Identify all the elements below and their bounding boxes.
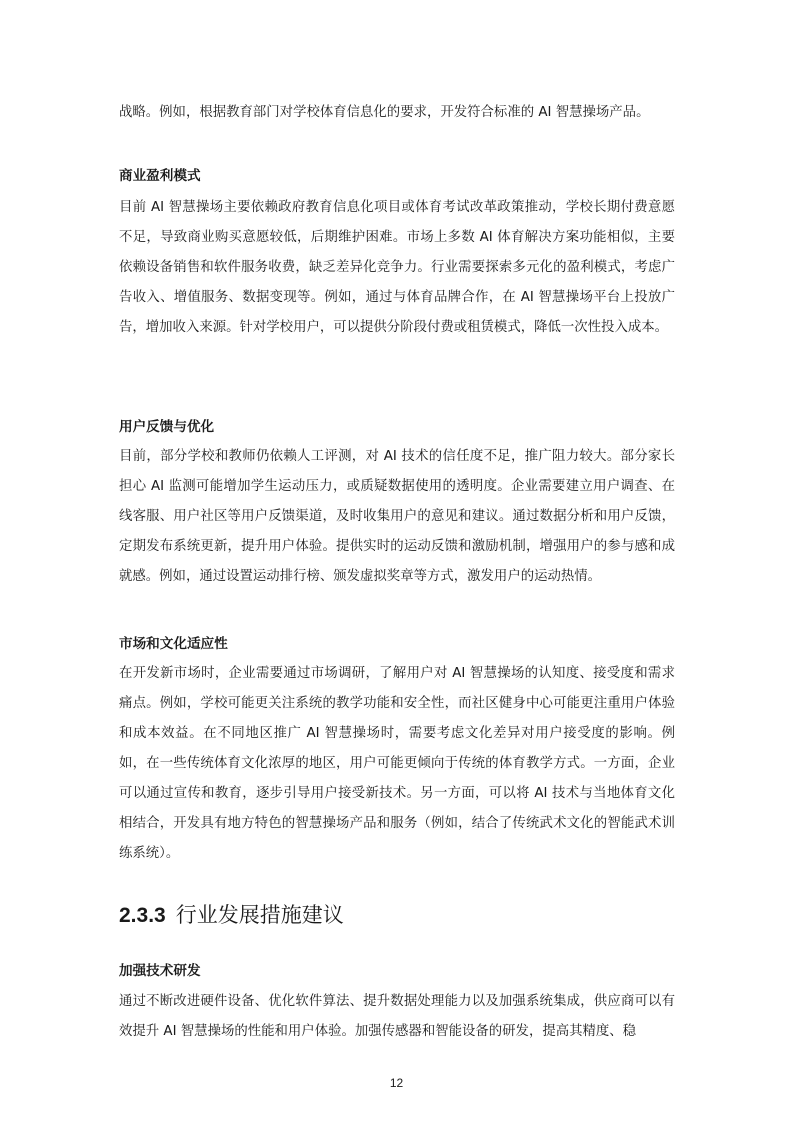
intro-paragraph: 战略。例如，根据教育部门对学校体育信息化的要求，开发符合标准的 AI 智慧操场产品。 [119,105,650,120]
section-heading-tech-rd: 加强技术研发 [119,963,201,979]
section-body-business-model: 目前 AI 智慧操场主要依赖政府教育信息化项目或体育考试改革政策推动，学校长期付费意愿不足，导致商业购买意愿较低，后期维护困难。市场上多数 AI 体育解决方案功能相似，主要依赖设备销售和软件服务收费，缺乏差异化竞争力。行业需要探索多元化的盈利模式，考虑广告收入、增值服务、数据变现等。例如，通过与体育品牌合作，在 AI 智慧操场平台上投放广告，增加收入来源。针对学校用户，可以提供分阶段付费或租赁模式，降低一次性投入成本。 [119,200,675,335]
chapter-title: 行业发展措施建议 [175,903,344,927]
section-heading-market-culture: 市场和文化适应性 [119,636,228,652]
section-body-tech-rd: 通过不断改进硬件设备、优化软件算法、提升数据处理能力以及加强系统集成，供应商可以有效提升 AI 智慧操场的性能和用户体验。加强传感器和智能设备的研发，提高其精度、稳 [119,994,675,1039]
chapter-heading [119,900,344,931]
section-body-user-feedback: 目前，部分学校和教师仍依赖人工评测，对 AI 技术的信任度不足，推广阻力较大。部分家长担心 AI 监测可能增加学生运动压力，或质疑数据使用的透明度。企业需要建立用户调查、在线客服、用户社区等用户反馈渠道，及时收集用户的意见和建议。通过数据分析和用户反馈，定期发布系统更新，提升用户体验。提供实时的运动反馈和激励机制，增强用户的参与感和成就感。例如，通过设置运动排行榜、颁发虚拟奖章等方式，激发用户的运动热情。 [119,449,675,584]
chapter-number: 2.3.3 [119,904,166,927]
page-number: 12 [389,1076,404,1090]
section-heading-user-feedback: 用户反馈与优化 [119,419,215,435]
section-heading-business-model: 商业盈利模式 [119,168,201,184]
section-body-market-culture: 在开发新市场时，企业需要通过市场调研，了解用户对 AI 智慧操场的认知度、接受度和需求痛点。例如，学校可能更关注系统的教学功能和安全性，而社区健身中心可能更注重用户体验和成本效益。在不同地区推广 AI 智慧操场时，需要考虑文化差异对用户接受度的影响。例如，在一些传统体育文化浓厚的地区，用户可能更倾向于传统的体育教学方式。一方面，企业可以通过宣传和教育，逐步引导用户接受新技术。另一方面，可以将 AI 技术与当地体育文化相结合，开发具有地方特色的智慧操场产品和服务（例如，结合了传统武术文化的智能武术训练系统）。 [119,666,675,861]
